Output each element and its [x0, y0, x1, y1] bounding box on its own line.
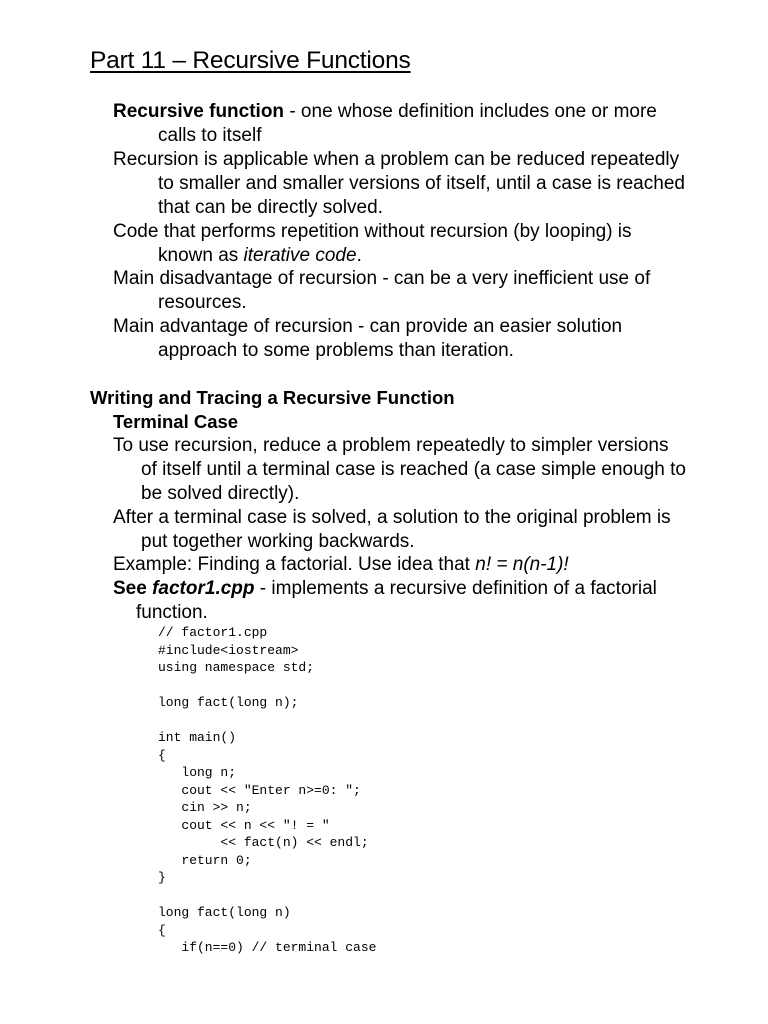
code-line: { [158, 922, 166, 938]
code-line: long fact(long n) [158, 905, 291, 920]
code-line: cout << "Enter n>=0: "; [158, 782, 361, 798]
code-line: using namespace std; [158, 660, 315, 675]
paragraph-line: to smaller and smaller versions of itself, until a case is reached [158, 173, 685, 194]
paragraph-line: Recursion is applicable when a problem can be reduced repeatedly [113, 149, 680, 170]
paragraph-line: function. [136, 602, 208, 623]
text-run: known as [158, 245, 244, 266]
code-line: { [158, 747, 166, 763]
paragraph-line: After a terminal case is solved, a solution to the original problem is [113, 507, 671, 528]
working-backwards-paragraph [113, 506, 743, 554]
definition-term: Recursive function [113, 101, 285, 122]
advantage-paragraph [113, 315, 743, 363]
paragraph-line: Main disadvantage of recursion - can be a very inefficient use of [113, 268, 651, 289]
page-title: Part 11 – Recursive Functions [90, 47, 411, 74]
recursion-applicable-paragraph [113, 148, 743, 220]
paragraph-line: approach to some problems than iteration. [158, 340, 514, 361]
paragraph-line: be solved directly). [141, 483, 300, 504]
text-run: Example: Finding a factorial. Use idea that [113, 554, 476, 575]
code-line: long fact(long n); [158, 695, 299, 710]
file-name: factor1.cpp [152, 578, 255, 599]
disadvantage-paragraph [113, 267, 743, 315]
paragraph-line: Main advantage of recursion - can provide an easier solution [113, 316, 623, 337]
see-file-paragraph [113, 577, 743, 625]
paragraph-line: To use recursion, reduce a problem repeatedly to simpler versions [113, 435, 669, 456]
code-line: int main() [158, 730, 237, 745]
section-heading: Writing and Tracing a Recursive Function [90, 387, 455, 408]
iterative-code-paragraph [113, 220, 743, 268]
code-line: long n; [158, 765, 237, 780]
factorial-example-line [113, 553, 743, 577]
code-line [158, 677, 376, 695]
code-line: #include<iostream> [158, 642, 299, 658]
code-line: return 0; [158, 852, 252, 868]
definition-text: - one whose definition includes one or more [284, 101, 657, 122]
reduce-problem-paragraph [113, 434, 743, 506]
code-line: if(n==0) // terminal case [158, 940, 377, 955]
paragraph-line: Code that performs repetition without recursion (by looping) is [113, 221, 632, 242]
definition-continuation: calls to itself [158, 125, 262, 146]
paragraph-line: of itself until a terminal case is reached (a case simple enough to [141, 459, 686, 480]
code-line [158, 887, 376, 905]
recursive-function-definition [113, 100, 743, 148]
iterative-code-term: iterative code [243, 245, 357, 266]
code-listing [158, 624, 376, 957]
code-line: << fact(n) << endl; [158, 835, 369, 850]
code-line: // factor1.cpp [158, 625, 268, 640]
paragraph-line [113, 244, 743, 268]
subsection-heading: Terminal Case [113, 411, 239, 432]
see-label: See [113, 578, 153, 599]
paragraph-line: that can be directly solved. [158, 197, 383, 218]
code-line: cin >> n; [158, 800, 252, 815]
code-line: cout << n << "! = " [158, 817, 330, 833]
paragraph-line: put together working backwards. [141, 531, 415, 552]
text-run: . [356, 245, 362, 266]
factorial-formula: n! = n(n-1)! [475, 554, 569, 575]
paragraph-line: resources. [158, 292, 247, 313]
text-run: - implements a recursive definition of a factorial [254, 578, 657, 599]
code-line [158, 712, 376, 730]
code-line: } [158, 870, 166, 885]
